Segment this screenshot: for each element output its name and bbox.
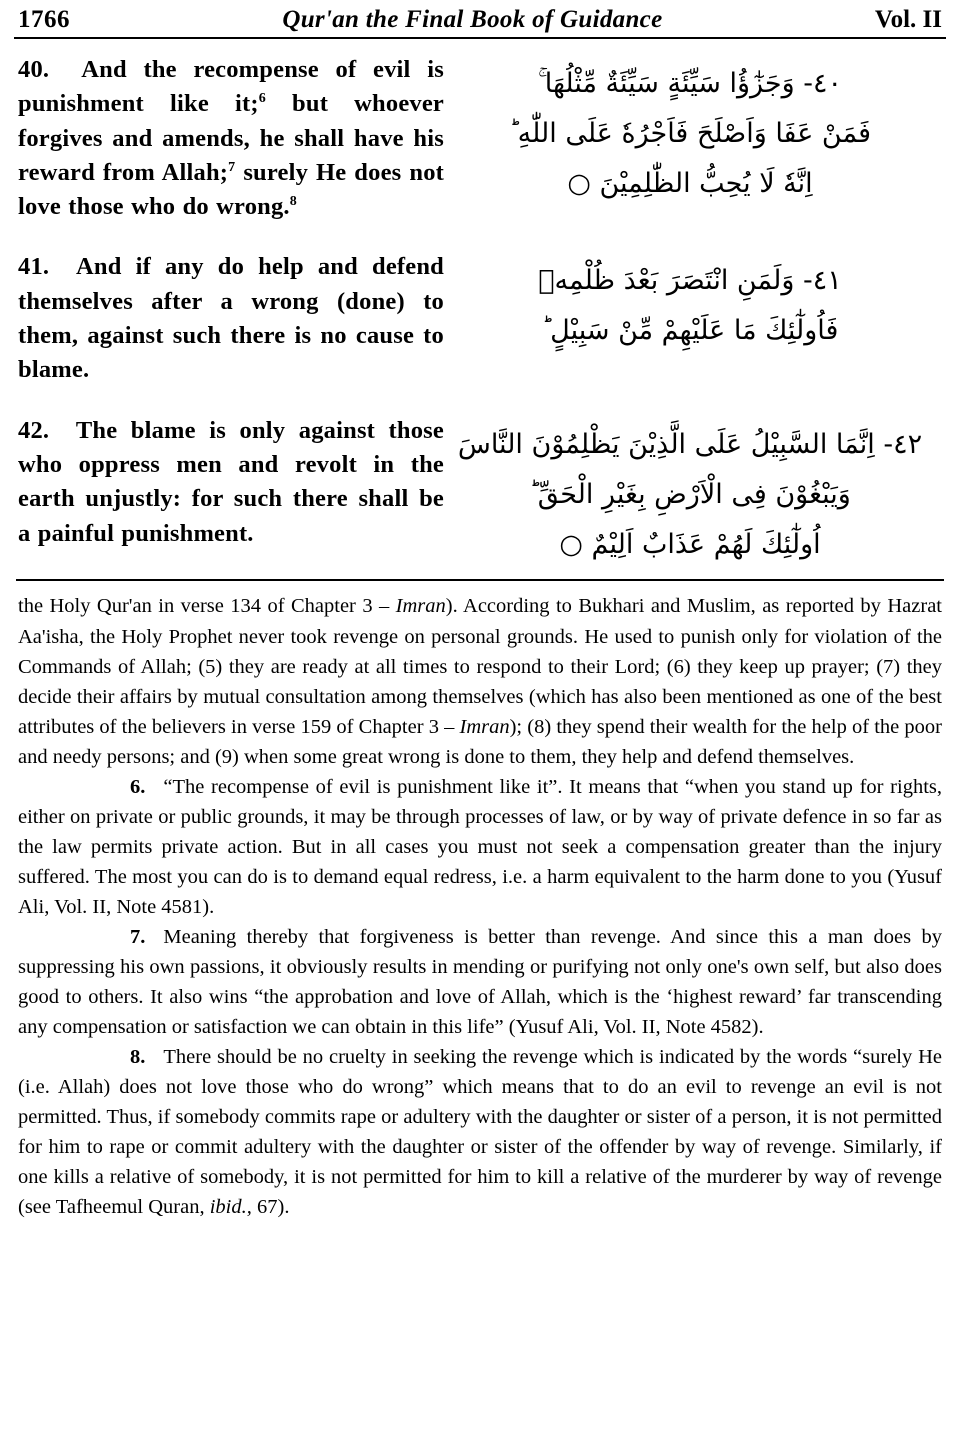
page-number: 1766 xyxy=(18,6,70,33)
arabic-line: اُولٰٓئِكَ لَهُمْ عَذَابٌ اَلِيْمٌ ○ xyxy=(559,528,821,560)
footnote-text: Meaning thereby that forgiveness is better than revenge. And since this a man does by suppressing his own passions, it obviously results in mending or purifying not only one's own self, but also does good to others. It also wins “the approbation and love of Allah, which is the ‘highest reward’ far transcending any compensation or satisfaction we can obtain in this life” (Yusuf Ali, Vol. II, Note 4582). xyxy=(18,925,942,1038)
verse-english-text: 41. And if any do help and defend themselves after a wrong (done) to them, against such there is no cause to blame. xyxy=(18,253,444,384)
arabic-line: ٤٠- وَجَزٰٓؤُا سَيِّئَةٍ سَيِّئَةٌ مِّثْلُهَا ۚ xyxy=(537,68,842,99)
arabic-line: فَمَنْ عَفَا وَاَصْلَحَ فَاَجْرُهٗ عَلَى اللّٰهِ ؕ xyxy=(509,117,871,149)
arabic-line: ٤١- وَلَمَنِ انْتَصَرَ بَعْدَ ظُلْمِهٖ xyxy=(538,265,842,297)
volume-label: Vol. II xyxy=(874,6,942,33)
verse-arabic-text xyxy=(444,53,946,224)
verse-row xyxy=(14,53,946,224)
verse-section xyxy=(14,53,946,569)
arabic-line: اِنَّهٗ لَا يُحِبُّ الظّٰلِمِيْنَ ○ xyxy=(567,167,813,199)
footnote-continued: the Holy Qur'an in verse 134 of Chapter 3 – Imran). According to Bukhari and Muslim, as reported by Hazrat Aa'isha, the Holy Prophet never took revenge on personal grounds. He used to punish only for violation of the Commands of Allah; (5) they are ready at all times to respond to their Lord; (6) they keep up prayer; (7) they decide their affairs by mutual consultation among themselves (which has also been mentioned as one of the best attributes of the believers in verse 159 of Chapter 3 – Imran); (8) they spend their wealth for the help of the poor and needy persons; and (9) when some great wrong is done to them, they help and defend themselves. xyxy=(18,595,942,768)
verse-arabic-text xyxy=(444,414,946,570)
verse-row xyxy=(14,250,946,387)
footnote-text: “The recompense of evil is punishment like it”. It means that “when you stand up for rights, either on private or public grounds, it may be through processes of law, or by way of private defence in so far as the law permits private action. But in all cases you must not seek a compensation greater than the injury suffered. The most you can do is to demand equal redress, i.e. a harm equivalent to the harm done to you (Yusuf Ali, Vol. II, Note 4581). xyxy=(18,775,942,918)
header-divider xyxy=(14,37,946,39)
verse-arabic-text xyxy=(444,250,946,387)
footnote-text: There should be no cruelty in seeking the revenge which is indicated by the words “surely He (i.e. Allah) does not love those who do wrong” which means that to do an evil to revenge an evil is not permitted. Thus, if somebody commits rape or adultery with the daughter or sister of a person, it is not permitted for him to rape or commit adultery with the daughter or sister of the offender by way of revenge. Similarly, if one kills a relative of somebody, it is not permitted for him to kill a relative of the murderer by way of revenge (see Tafheemul Quran, ibid., 67). xyxy=(18,1045,942,1219)
footnote-number: 7. xyxy=(130,925,146,948)
footnotes-divider xyxy=(16,579,944,581)
verse-row xyxy=(14,414,946,570)
page-header xyxy=(14,6,946,34)
verse-english-text: 40. And the recompense of evil is punishment like it;$^6$ but whoever forgives and amends, he shall have his reward from Allah;$^7$ surely He does not love those who do wrong.$^8$ xyxy=(18,56,444,221)
footnote-item xyxy=(18,1042,942,1222)
arabic-line: وَيَبْغُوْنَ فِى الْاَرْضِ بِغَيْرِ الْحَقِّ ؕ xyxy=(529,478,851,510)
arabic-line: فَاُولٰٓئِكَ مَا عَلَيْهِمْ مِّنْ سَبِيْلٍ ؕ xyxy=(541,315,839,347)
verse-english-text: 42. The blame is only against those who oppress men and revolt in the earth unjustly: for such there shall be a painful punishment. xyxy=(18,416,444,547)
arabic-line: ٤٢- اِنَّمَا السَّبِيْلُ عَلَى الَّذِيْنَ يَظْلِمُوْنَ النَّاسَ xyxy=(457,428,923,460)
book-title: Qur'an the Final Book of Guidance xyxy=(282,6,663,33)
footnote-item xyxy=(18,922,942,1042)
footnote-item xyxy=(18,772,942,922)
footnote-number: 6. xyxy=(130,775,146,798)
footnotes-section xyxy=(14,591,946,1222)
footnote-number: 8. xyxy=(130,1045,146,1068)
